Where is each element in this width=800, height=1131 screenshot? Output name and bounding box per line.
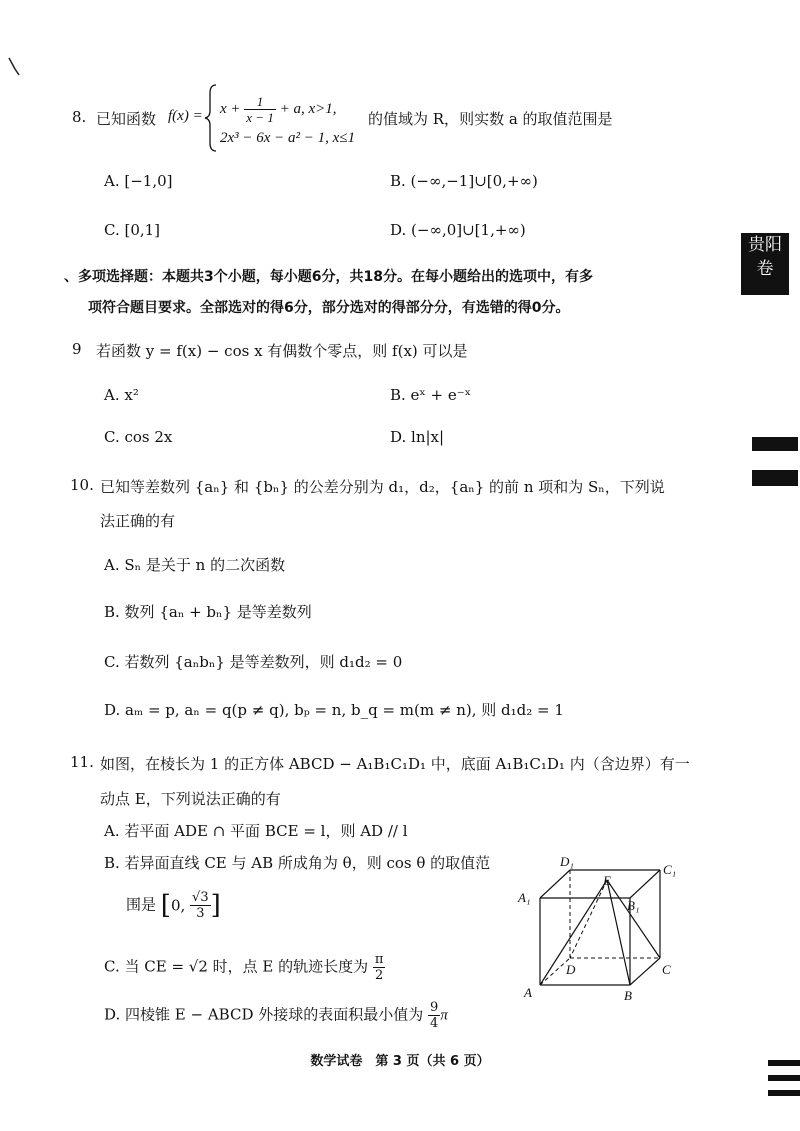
right-bracket: ] (210, 890, 221, 921)
q10-option-c: C. 若数列 {aₙbₙ} 是等差数列，则 d₁d₂ = 0 (104, 653, 403, 671)
side-tag-line2: 卷 (756, 259, 774, 279)
q9-stem: 若函数 y = f(x) − cos x 有偶数个零点，则 f(x) 可以是 (96, 342, 468, 360)
q8-number: 8. (72, 108, 87, 126)
q8-option-c: C. [0,1] (104, 221, 161, 239)
q11-option-b-den: 3 (196, 906, 205, 921)
scan-mark (768, 1075, 800, 1081)
q11-option-b-line1: B. 若异面直线 CE 与 AB 所成角为 θ，则 cos θ 的取值范 (104, 854, 491, 872)
label-b1: B₁ (627, 898, 640, 913)
side-tag-line1: 贵阳 (748, 235, 782, 255)
edge-bc (630, 958, 660, 985)
q11-option-b-num: √3 (192, 890, 209, 905)
left-bracket: [ (160, 890, 171, 921)
q11-option-d-post: π (440, 1007, 448, 1024)
hidden-edge-ed (570, 880, 607, 958)
label-d: D (566, 962, 576, 977)
label-a1: A₁ (518, 890, 531, 905)
q8-stem-post: 的值域为 R，则实数 a 的取值范围是 (368, 110, 613, 128)
q11-number: 11. (70, 753, 94, 771)
label-e: E (603, 873, 611, 888)
q11-stem-line2: 动点 E，下列说法正确的有 (100, 790, 281, 808)
side-tag (741, 233, 789, 295)
q11-option-d-fraction (428, 1000, 440, 1031)
q8-piece1-tail: + a, x>1, (279, 100, 337, 117)
q8-stem-pre: 已知函数 (96, 110, 157, 128)
section-heading-line2: 项符合题目要求。全部选对的得6分，部分选对的得部分分，有选错的得0分。 (88, 300, 570, 316)
q11-option-c-den: 2 (375, 968, 384, 983)
q11-option-b-pre: 围是 (126, 895, 157, 914)
label-c1: C₁ (663, 862, 677, 877)
q9-option-c: C. cos 2x (104, 428, 173, 446)
q11-option-c-pre: C. 当 CE = √2 时，点 E 的轨迹长度为 (104, 957, 369, 976)
edge-eb (607, 880, 630, 985)
label-a: A (524, 985, 532, 1000)
q10-stem-line1: 已知等差数列 {aₙ} 和 {bₙ} 的公差分别为 d₁，d₂，{aₙ} 的前 n 项和为 Sₙ，下列说 (100, 478, 665, 496)
q8-piece1 (220, 94, 336, 125)
q10-number: 10. (70, 476, 94, 494)
q8-option-a: A. [−1,0] (104, 172, 173, 190)
q8-piece2: 2x³ − 6x − a² − 1, x≤1 (220, 130, 356, 146)
q11-option-c-num: π (374, 952, 384, 967)
q10-stem-line2: 法正确的有 (100, 512, 176, 530)
pen-mark (6, 55, 22, 79)
q9-option-b: B. eˣ + e⁻ˣ (390, 386, 472, 404)
q8-brace (204, 83, 218, 153)
q11-option-d-den: 4 (430, 1016, 439, 1031)
q8-piece1-lead: x + (220, 100, 241, 117)
q11-option-d-pre: D. 四棱锥 E − ABCD 外接球的表面积最小值为 (104, 1005, 424, 1024)
q11-option-c (104, 952, 385, 983)
q8-piece1-fraction (244, 94, 276, 125)
cube-figure (510, 852, 690, 1007)
q11-option-b-fraction (190, 890, 211, 921)
q11-option-a: A. 若平面 ADE ∩ 平面 BCE = l，则 AD // l (104, 822, 408, 840)
q10-option-d: D. aₘ = p, aₙ = q(p ≠ q), bₚ = n, b_q = m(m ≠ n), 则 d₁d₂ = 1 (104, 701, 564, 719)
q8-fx: f(x) = (168, 108, 203, 124)
edge-b1c1 (630, 870, 660, 898)
q11-option-b-line2: 围是 [0, $\frac{√3}{3}$ ] (126, 890, 221, 921)
q11-option-c-fraction (373, 952, 386, 983)
q8-option-b: B. (−∞,−1]∪[0,+∞) (390, 172, 538, 190)
label-c: C (662, 962, 671, 977)
q10-option-b: B. 数列 {aₙ + bₙ} 是等差数列 (104, 603, 312, 621)
page-footer: 数学试卷 第 3 页（共 6 页） (310, 1054, 490, 1069)
q9-option-a: A. x² (104, 386, 139, 404)
label-b: B (624, 988, 632, 1003)
label-d1: D₁ (560, 854, 574, 869)
q9-option-d: D. ln|x| (390, 428, 445, 446)
edge-a1d1 (540, 870, 570, 898)
q11-option-d (104, 1000, 448, 1031)
q8-piece1-num: 1 (244, 94, 276, 110)
scan-mark (768, 1090, 800, 1096)
q9-number: 9 (72, 340, 82, 358)
q11-option-d-num: 9 (430, 1000, 439, 1015)
scan-mark (752, 470, 798, 486)
q8-piece1-den: x − 1 (246, 110, 274, 125)
scan-mark (752, 437, 798, 451)
section-heading-line1: 、多项选择题：本题共3个小题，每小题6分，共18分。在每小题给出的选项中，有多 (64, 269, 593, 285)
q11-stem-line1: 如图，在棱长为 1 的正方体 ABCD − A₁B₁C₁D₁ 中，底面 A₁B₁C₁D₁ 内（含边界）有一 (100, 755, 690, 773)
q10-option-a: A. Sₙ 是关于 n 的二次函数 (104, 556, 286, 574)
q8-option-d: D. (−∞,0]∪[1,+∞) (390, 221, 526, 239)
